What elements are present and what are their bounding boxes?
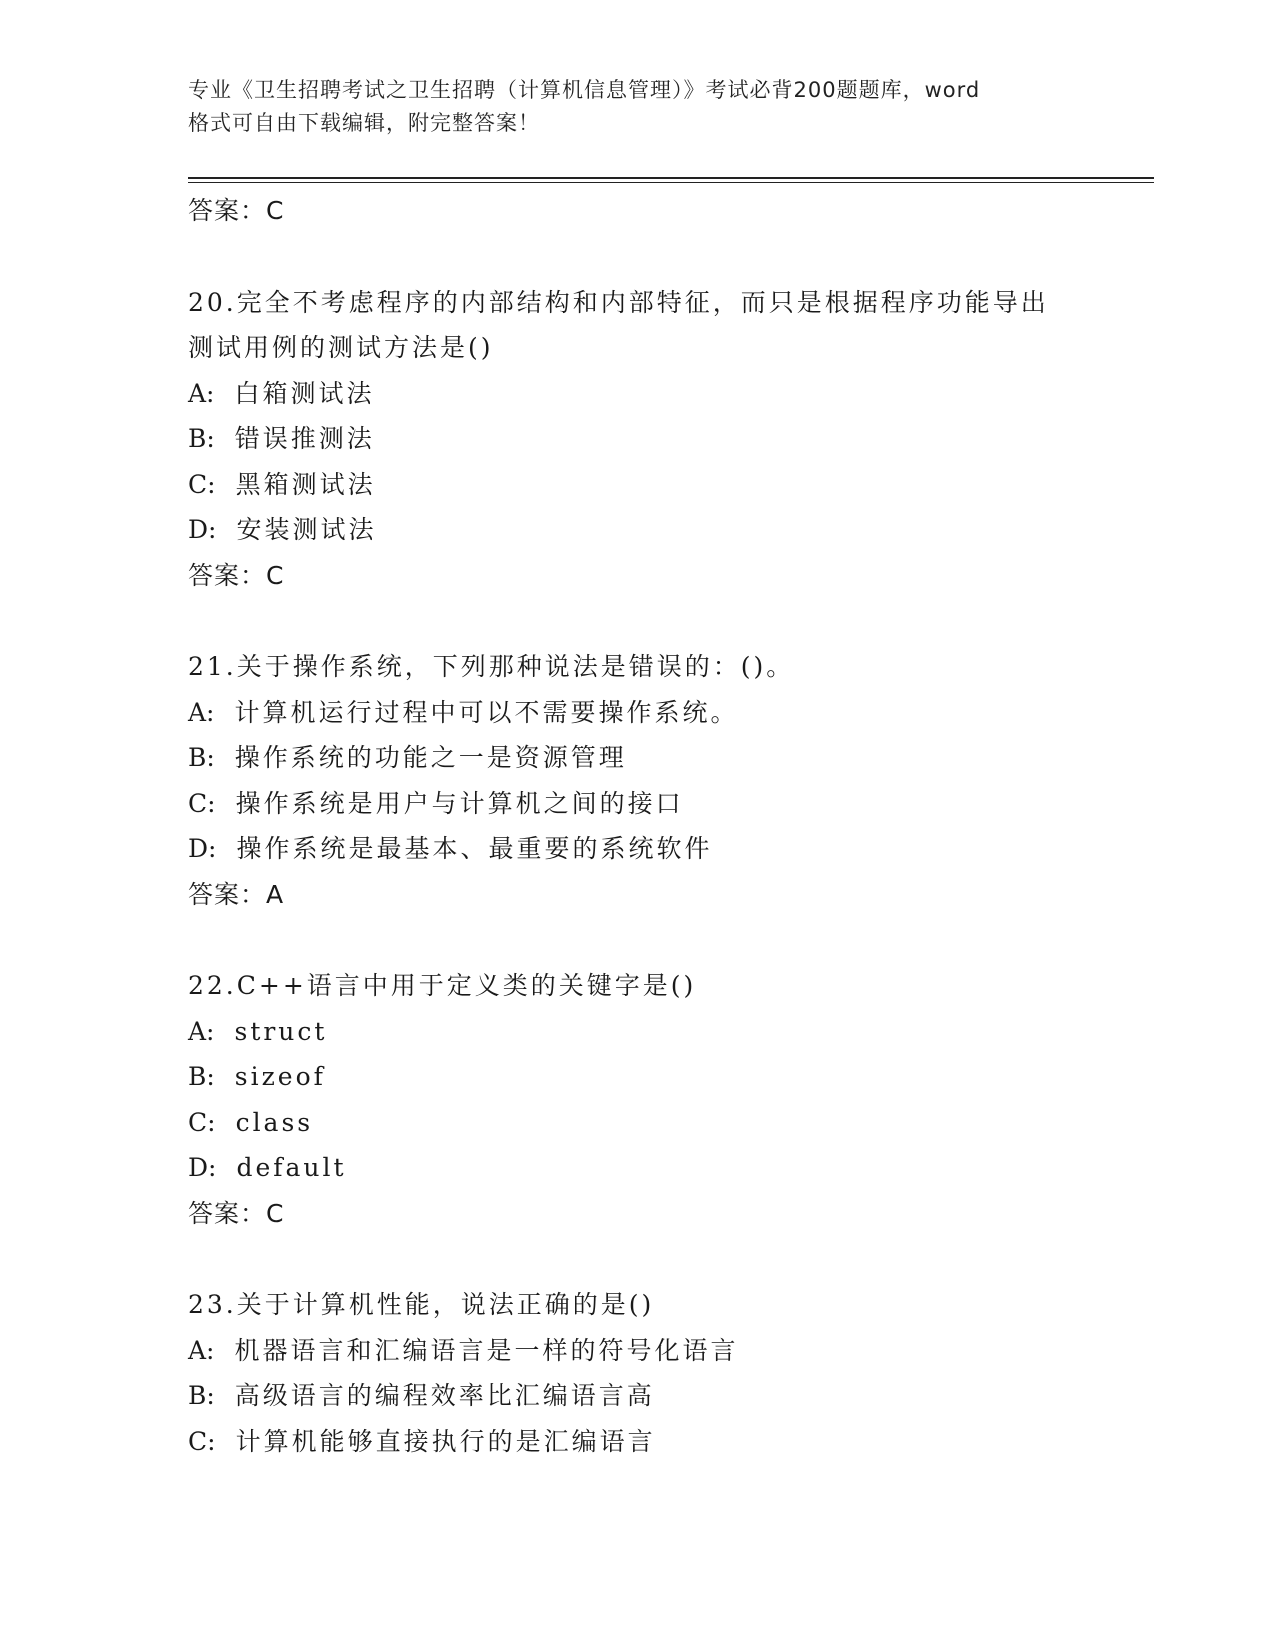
option-key: A: <box>188 1335 215 1365</box>
spacer <box>188 234 1154 280</box>
question-stem-line: 20.完全不考虑程序的内部结构和内部特征，而只是根据程序功能导出 <box>188 287 1049 317</box>
option-b <box>188 1373 1154 1419</box>
header-title-line-2: 格式可自由下载编辑，附完整答案！ <box>188 111 540 135</box>
header-divider-thin <box>188 182 1154 183</box>
question-stem-line: 测试用例的测试方法是() <box>188 333 494 362</box>
question-23 <box>188 1282 1154 1464</box>
option-text: class <box>235 1107 314 1137</box>
option-text: 操作系统是用户与计算机之间的接口 <box>235 788 684 818</box>
option-a <box>188 1009 1154 1055</box>
option-c <box>188 462 1154 508</box>
option-key: D: <box>188 515 217 544</box>
option-key: C: <box>188 1107 216 1137</box>
option-key: A: <box>188 378 215 408</box>
option-a <box>188 371 1154 417</box>
option-text: default <box>236 1153 347 1182</box>
spacer <box>188 917 1154 963</box>
option-text: sizeof <box>234 1062 326 1091</box>
option-text: 高级语言的编程效率比汇编语言高 <box>234 1381 655 1410</box>
option-text: 安装测试法 <box>236 515 377 544</box>
option-c <box>188 1100 1154 1146</box>
option-key: B: <box>188 743 215 772</box>
document-header <box>188 74 1088 140</box>
option-key: B: <box>188 424 215 453</box>
option-a <box>188 1328 1154 1374</box>
question-stem-line: 23.关于计算机性能，说法正确的是() <box>188 1290 655 1319</box>
question-stem-line: 21.关于操作系统，下列那种说法是错误的：()。 <box>188 652 795 681</box>
question-21 <box>188 644 1154 917</box>
option-text: 计算机运行过程中可以不需要操作系统。 <box>234 697 739 727</box>
answer: 答案：C <box>188 560 285 590</box>
option-key: C: <box>188 1426 216 1456</box>
option-key: D: <box>188 834 217 863</box>
option-key: C: <box>188 788 216 818</box>
option-c <box>188 1419 1154 1465</box>
option-key: C: <box>188 469 216 499</box>
option-key: B: <box>188 1062 215 1091</box>
option-key: B: <box>188 1381 215 1410</box>
header-title-line-1: 专业《卫生招聘考试之卫生招聘（计算机信息管理）》考试必背200题题库，word <box>188 78 981 102</box>
spacer <box>188 1236 1154 1282</box>
option-text: 错误推测法 <box>234 424 375 453</box>
option-b <box>188 416 1154 462</box>
option-a <box>188 690 1154 736</box>
header-divider-thick <box>188 177 1154 179</box>
option-text: 计算机能够直接执行的是汇编语言 <box>235 1426 656 1456</box>
answer: 答案：A <box>188 879 285 909</box>
option-d <box>188 507 1154 553</box>
answer: 答案：C <box>188 1198 285 1228</box>
option-d <box>188 1145 1154 1191</box>
option-text: 黑箱测试法 <box>235 469 376 499</box>
option-key: A: <box>188 697 215 727</box>
option-text: 白箱测试法 <box>234 378 375 408</box>
option-text: 操作系统的功能之一是资源管理 <box>234 743 627 772</box>
option-d <box>188 826 1154 872</box>
question-20 <box>188 280 1154 599</box>
option-b <box>188 1054 1154 1100</box>
option-text: 机器语言和汇编语言是一样的符号化语言 <box>234 1335 739 1365</box>
option-key: D: <box>188 1153 217 1182</box>
question-list <box>188 188 1154 1464</box>
previous-answer: 答案：C <box>188 196 285 225</box>
question-22 <box>188 963 1154 1236</box>
option-c <box>188 781 1154 827</box>
option-text: 操作系统是最基本、最重要的系统软件 <box>236 834 713 863</box>
option-key: A: <box>188 1016 215 1046</box>
option-text: struct <box>234 1016 328 1046</box>
question-stem-line: 22.C++语言中用于定义类的关键字是() <box>188 971 697 1000</box>
option-b <box>188 735 1154 781</box>
spacer <box>188 598 1154 644</box>
